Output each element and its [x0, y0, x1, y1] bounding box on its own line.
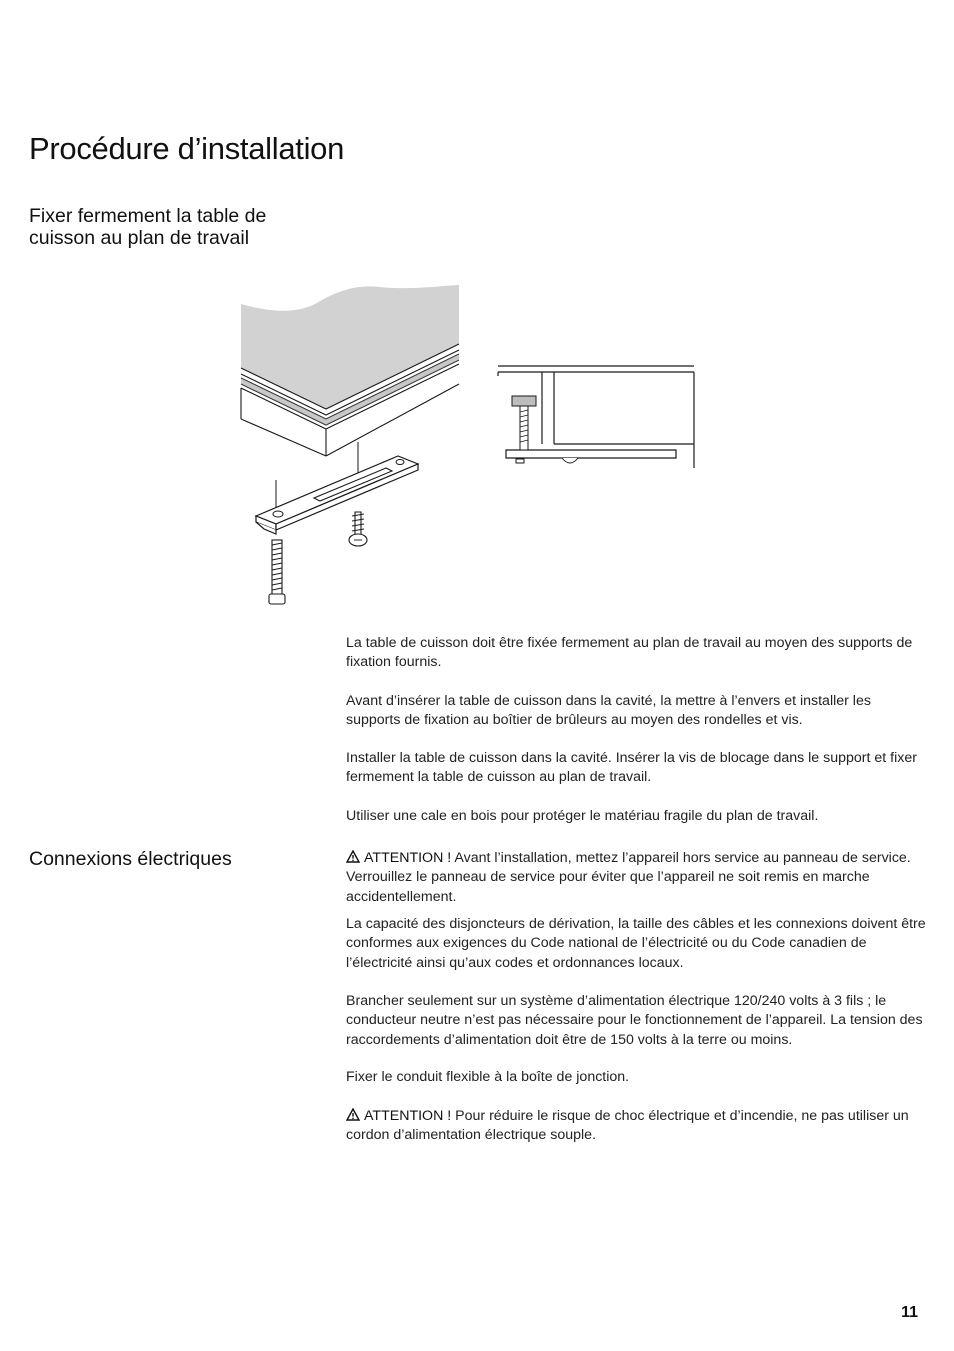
warning-paragraph-1 [346, 849, 926, 907]
paragraph-connexions-3: Fixer le conduit flexible à la boîte de jonction. [346, 1069, 630, 1085]
paragraph-connexions-1: La capacité des disjoncteurs de dérivation, la taille des câbles et les connexions doivent être conformes aux exigences du Code national de l’électricité ou du Code canadien de l’électricité ainsi qu’aux codes et ordonnances locaux. [346, 916, 926, 971]
paragraph-fixer-4: Utiliser une cale en bois pour protéger le matériau fragile du plan de travail. [346, 808, 819, 824]
warning-triangle-icon [346, 1108, 360, 1121]
page-title: Procédure d’installation [29, 131, 345, 166]
warning-text: Pour réduire le risque de choc électrique et d’incendie, ne pas utiliser un cordon d’alimentation électrique souple. [346, 1108, 909, 1144]
warning-label: ATTENTION ! [364, 850, 452, 866]
bracket-isometric-illustration [240, 284, 465, 614]
paragraph-fixer-1: La table de cuisson doit être fixée fermement au plan de travail au moyen des supports de fixation fournis. [346, 635, 913, 671]
warning-paragraph-2 [346, 1107, 926, 1146]
paragraph-fixer-3: Installer la table de cuisson dans la cavité. Insérer la vis de blocage dans le support et fixer fermement la table de cuisson au plan de travail. [346, 750, 917, 786]
paragraph-connexions-2: Brancher seulement sur un système d’alimentation électrique 120/240 volts à 3 fils ; le conducteur neutre n’est pas nécessaire pour le fonctionnement de l’appareil. La tension des raccordements d’alimentation doit être de 150 volts à la terre ou moins. [346, 993, 923, 1048]
warning-label: ATTENTION ! [364, 1108, 452, 1124]
cooktop-surface [241, 285, 459, 409]
page-number: 11 [901, 1304, 918, 1321]
cross-section-illustration [496, 362, 698, 468]
warning-triangle-icon [346, 850, 360, 863]
warning-text: Avant l’installation, mettez l’appareil hors service au panneau de service. Verrouillez le panneau de service pour éviter que l’appareil ne soit remis en marche accidentellement. [346, 850, 911, 905]
section-heading-fixer: Fixer fermement la table de cuisson au plan de travail [29, 205, 267, 249]
section-heading-connexions: Connexions électriques [29, 848, 232, 870]
paragraph-fixer-2: Avant d’insérer la table de cuisson dans la cavité, la mettre à l’envers et installer les supports de fixation au boîtier de brûleurs au moyen des rondelles et vis. [346, 693, 871, 729]
